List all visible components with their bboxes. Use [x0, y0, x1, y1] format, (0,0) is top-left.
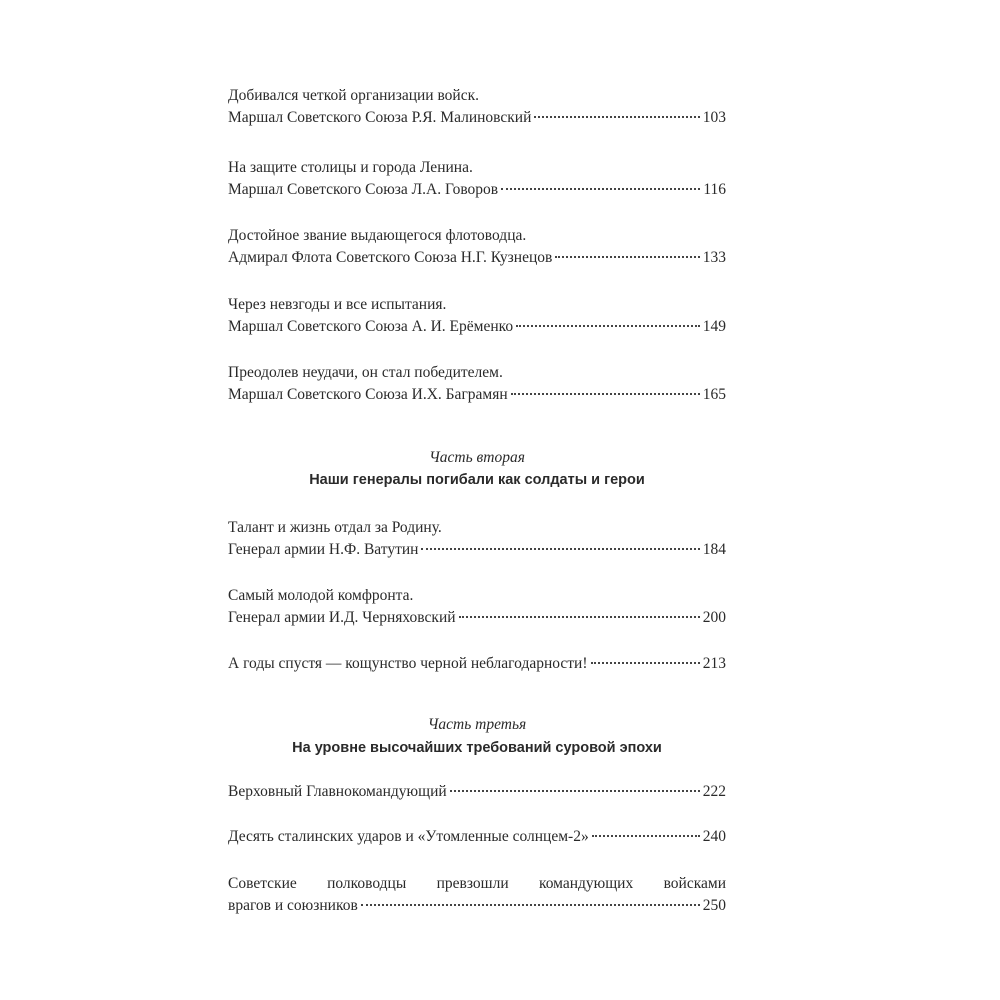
leader-dots [459, 616, 700, 618]
leader-dots [591, 662, 700, 664]
toc-entry-person: Маршал Советского Союза И.Х. Баграмян [228, 386, 508, 403]
toc-entry-row[interactable] [228, 539, 726, 561]
toc-entry-text: Верховный Главнокомандующий [228, 783, 447, 800]
page-number: 103 [702, 109, 726, 126]
leader-dots [516, 325, 700, 327]
toc-entry-text: А годы спустя — кощунство черной неблагодарности! [228, 655, 588, 672]
toc-entry-row[interactable] [228, 826, 726, 848]
toc-entry-person: Маршал Советского Союза А. И. Ерёменко [228, 318, 514, 335]
page-number: 240 [702, 828, 726, 845]
toc-entry-title: Преодолев неудачи, он стал победителем. [228, 364, 503, 381]
page-number: 149 [702, 318, 726, 335]
toc-entry-text: врагов и союзников [228, 897, 358, 914]
toc-entry-person: Генерал армии И.Д. Черняховский [228, 609, 456, 626]
toc-entry-row[interactable] [228, 781, 726, 803]
toc-entry-row[interactable] [228, 607, 726, 629]
page-number: 116 [703, 181, 726, 198]
part-label: Часть третья [427, 716, 527, 733]
leader-dots [511, 393, 700, 395]
page-number: 165 [702, 386, 726, 403]
leader-dots [450, 790, 700, 792]
toc-entry-row[interactable] [228, 247, 726, 269]
toc-entry-title: Через невзгоды и все испытания. [228, 296, 447, 313]
toc-entry-person: Маршал Советского Союза Л.А. Говоров [228, 181, 499, 198]
toc-entry-text: Советские полководцы превзошли командующих войсками [228, 875, 726, 892]
page-number: 250 [702, 897, 726, 914]
toc-entry-row[interactable] [228, 384, 726, 406]
part-title: На уровне высочайших требований суровой эпохи [292, 740, 662, 756]
page-number: 222 [702, 783, 726, 800]
leader-dots [501, 188, 700, 190]
page-number: 213 [702, 655, 726, 672]
toc-entry-row[interactable] [228, 179, 726, 201]
leader-dots [555, 256, 699, 258]
toc-entry-row[interactable] [228, 653, 726, 675]
table-of-contents [228, 0, 726, 1000]
toc-entry-title: На защите столицы и города Ленина. [228, 159, 473, 176]
toc-entry-row[interactable] [228, 107, 726, 129]
leader-dots [534, 116, 699, 118]
toc-entry-person: Генерал армии Н.Ф. Ватутин [228, 541, 419, 558]
page-number: 133 [702, 249, 726, 266]
page-number: 200 [702, 609, 726, 626]
toc-entry-title: Самый молодой комфронта. [228, 587, 414, 604]
toc-entry-person: Адмирал Флота Советского Союза Н.Г. Кузнецов [228, 249, 553, 266]
part-label: Часть вторая [429, 449, 525, 466]
leader-dots [421, 548, 699, 550]
toc-entry-title: Талант и жизнь отдал за Родину. [228, 519, 442, 536]
toc-entry-title: Добивался четкой организации войск. [228, 87, 479, 104]
leader-dots [361, 904, 700, 906]
part-title: Наши генералы погибали как солдаты и герои [309, 472, 645, 488]
page-number: 184 [702, 541, 726, 558]
toc-entry-title: Достойное звание выдающегося флотоводца. [228, 227, 527, 244]
toc-entry-person: Маршал Советского Союза Р.Я. Малиновский [228, 109, 532, 126]
leader-dots [592, 835, 700, 837]
toc-entry-row[interactable] [228, 895, 726, 917]
toc-entry-row[interactable] [228, 316, 726, 338]
toc-entry-text: Десять сталинских ударов и «Утомленные солнцем-2» [228, 828, 589, 845]
